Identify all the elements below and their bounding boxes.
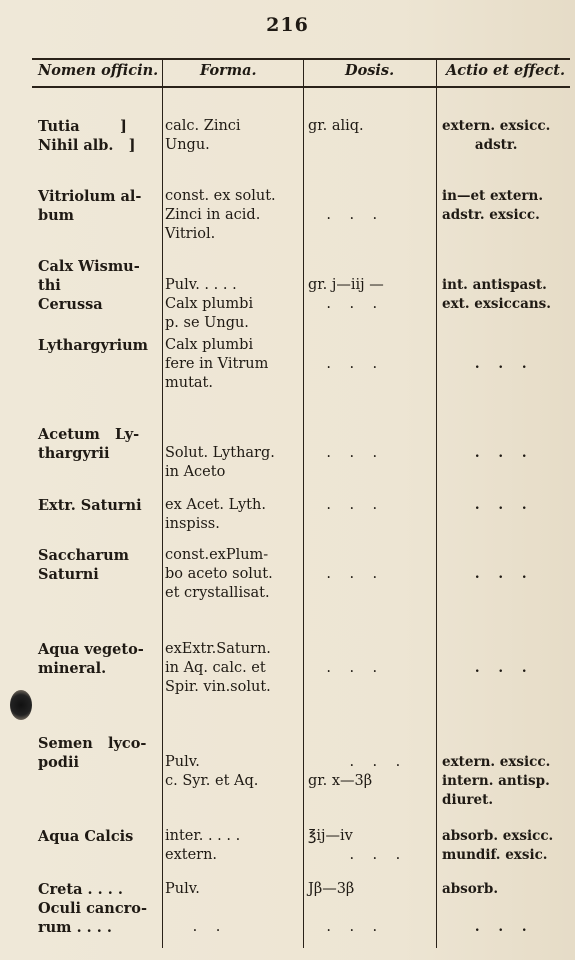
cell-forma: ex Acet. Lyth. inspiss. — [165, 497, 266, 532]
header-actio: Actio et effect. — [446, 62, 565, 79]
cell-actio: . . . — [442, 497, 527, 513]
cell-name: Creta . . . . Oculi cancro- rum . . . . — [38, 881, 147, 936]
cell-dosis: . . . gr. x—3β — [308, 754, 401, 789]
cell-name: Aqua vegeto- mineral. — [38, 641, 144, 677]
cell-dosis: . . . — [308, 497, 378, 513]
cell-actio: . . . — [474, 445, 527, 461]
cell-dosis: . . . — [326, 207, 378, 223]
cell-forma: calc. Zinci Ungu. — [165, 118, 241, 153]
cell-name: Semen lyco- podii — [38, 735, 147, 771]
cell-forma: Calx plumbi fere in Vitrum mutat. — [165, 337, 269, 391]
cell-actio: . . . — [474, 566, 527, 582]
cell-dosis: ℥ij—iv . . . — [308, 828, 401, 863]
cell-forma: exExtr.Saturn. in Aq. calc. et Spir. vin.solut. — [165, 641, 271, 695]
header-nomen: Nomen officin. — [38, 62, 159, 79]
header-dosis: Dosis. — [345, 62, 395, 79]
cell-name: Tutia ] Nihil alb. ] — [38, 118, 136, 154]
column-divider-1 — [162, 60, 163, 948]
header-top-rule — [32, 58, 570, 60]
cell-dosis: gr. aliq. — [308, 118, 364, 134]
cell-name: Aqua Calcis — [38, 828, 134, 845]
cell-name: Saccharum Saturni — [38, 547, 129, 583]
cell-actio: extern. exsicc. intern. antisp. diuret. — [442, 754, 551, 808]
cell-name: Vitriolum al- bum — [38, 188, 142, 224]
cell-dosis: . . . — [326, 445, 378, 461]
cell-actio: in—et extern. adstr. exsicc. — [442, 188, 544, 223]
cell-name: Calx Wismu- thi Cerussa — [38, 258, 140, 313]
cell-actio: extern. exsicc. adstr. — [442, 118, 551, 153]
cell-actio: int. antispast. ext. exsiccans. — [442, 277, 551, 312]
cell-actio: absorb. . . . — [442, 881, 527, 935]
cell-forma: Pulv. . . . . Calx plumbi p. se Ungu. — [165, 277, 254, 331]
cell-forma: inter. . . . . extern. — [165, 828, 241, 863]
cell-dosis: . . . — [326, 660, 378, 676]
cell-actio: absorb. exsicc. mundif. exsic. — [442, 828, 554, 863]
cell-dosis: Jβ—3β . . . — [308, 881, 378, 935]
cell-forma: const. ex solut. Zinci in acid. Vitriol. — [165, 188, 276, 242]
cell-forma: const.exPlum- bo aceto solut. et crystallisat. — [165, 547, 273, 601]
cell-forma: Pulv. c. Syr. et Aq. — [165, 754, 259, 789]
column-divider-3 — [436, 60, 437, 948]
header-forma: Forma. — [200, 62, 257, 79]
cell-dosis: . . . — [326, 566, 378, 582]
cell-name: Acetum Ly- thargyrii — [38, 426, 140, 462]
ink-blot — [10, 690, 32, 720]
column-divider-2 — [303, 60, 304, 948]
cell-actio: . . . — [474, 356, 527, 372]
cell-dosis: . . . — [326, 356, 378, 372]
cell-name: Extr. Saturni — [38, 497, 142, 514]
header-bottom-rule — [32, 86, 570, 88]
cell-forma: Solut. Lytharg. in Aceto — [165, 445, 275, 480]
cell-dosis: gr. j—iij — . . . — [308, 277, 384, 312]
page-number: 216 — [266, 14, 309, 36]
cell-forma: Pulv. . . — [165, 881, 221, 935]
cell-name: Lythargyrium — [38, 337, 148, 354]
cell-actio: . . . — [474, 660, 527, 676]
